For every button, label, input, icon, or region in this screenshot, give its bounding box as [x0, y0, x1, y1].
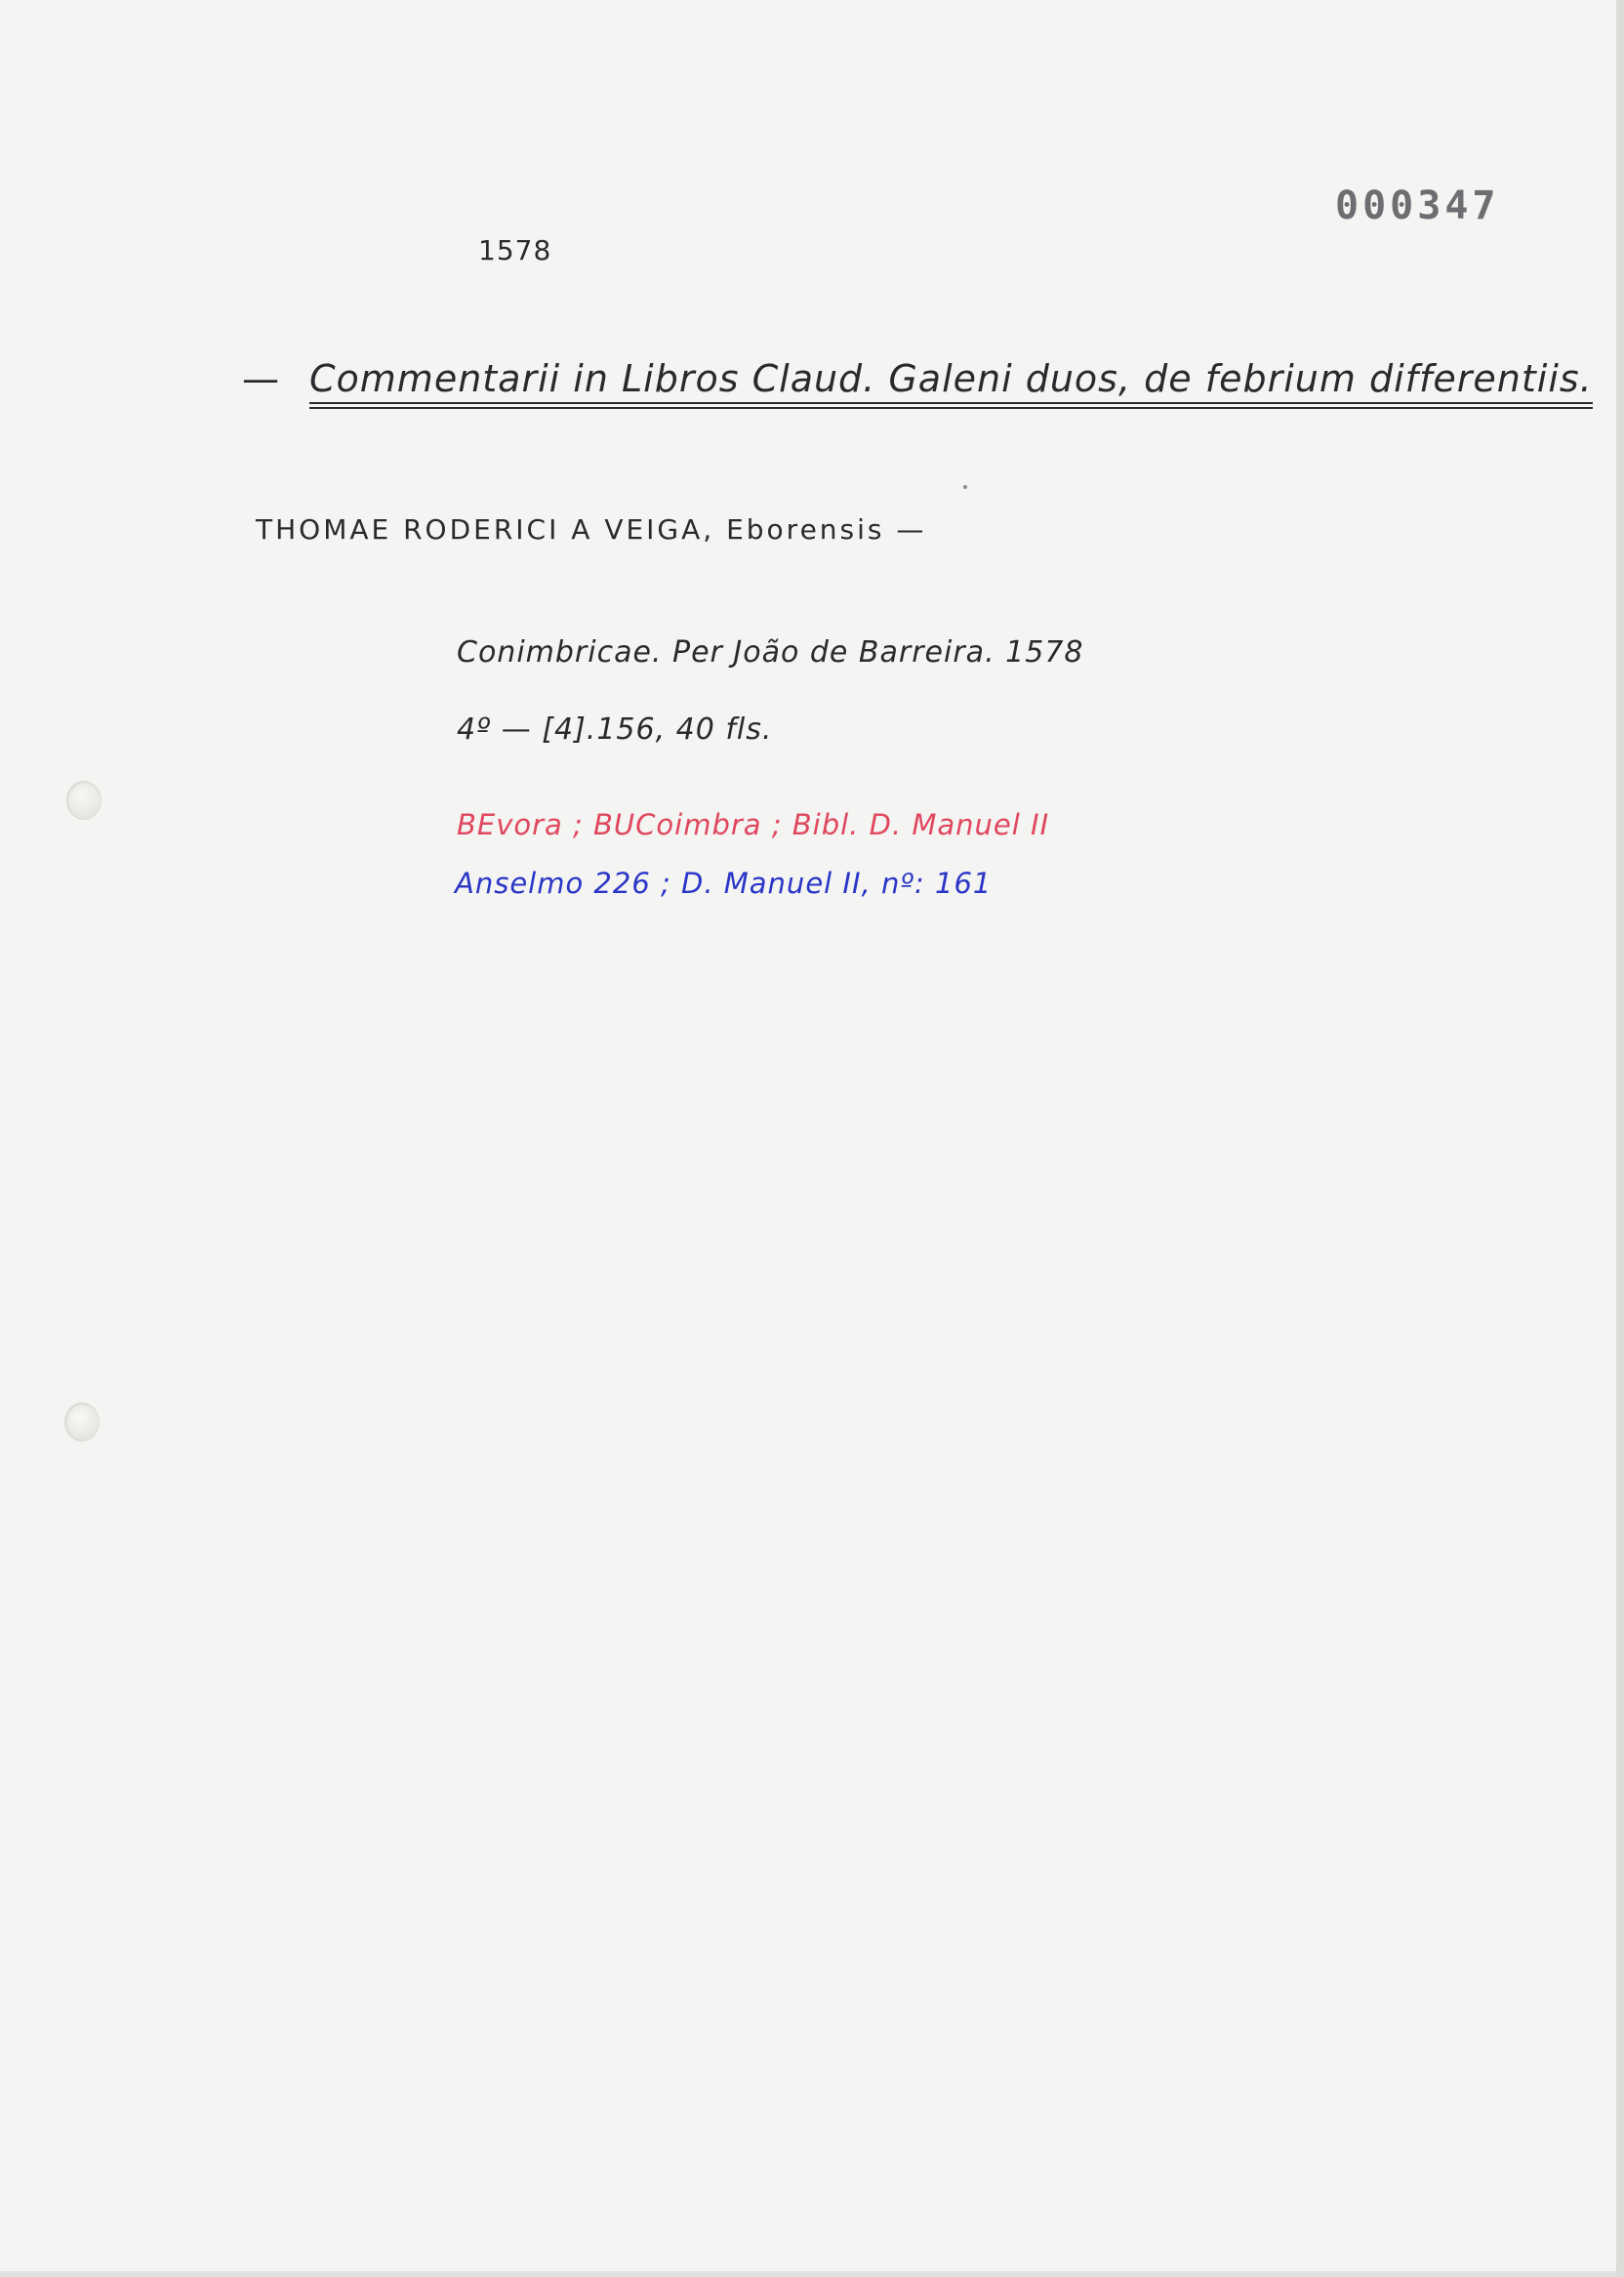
- holdings-libraries: BEvora ; BUCoimbra ; Bibl. D. Manuel II: [457, 808, 1050, 841]
- author-name: THOMAE RODERICI A VEIGA, Eborensis —: [256, 513, 927, 546]
- book-title: [242, 357, 1593, 404]
- paper-edge: [1616, 0, 1624, 2277]
- punch-hole-icon: [66, 781, 102, 820]
- publication-year: 1578: [478, 234, 552, 266]
- bibliographic-references: Anselmo 226 ; D. Manuel II, nº: 161: [455, 867, 993, 900]
- paper-bottom-edge: [0, 2271, 1616, 2277]
- imprint-line: Conimbricae. Per João de Barreira. 1578: [457, 635, 1084, 670]
- stamp-number: 000347: [1335, 183, 1500, 228]
- title-text: Commentarii in Libros Claud. Galeni duos, de febrium differentiis.: [309, 357, 1593, 404]
- collation-line: 4º — [4].156, 40 fls.: [457, 712, 773, 747]
- ink-speck: [963, 485, 967, 489]
- title-dash: —: [242, 357, 280, 400]
- punch-hole-icon: [64, 1403, 100, 1442]
